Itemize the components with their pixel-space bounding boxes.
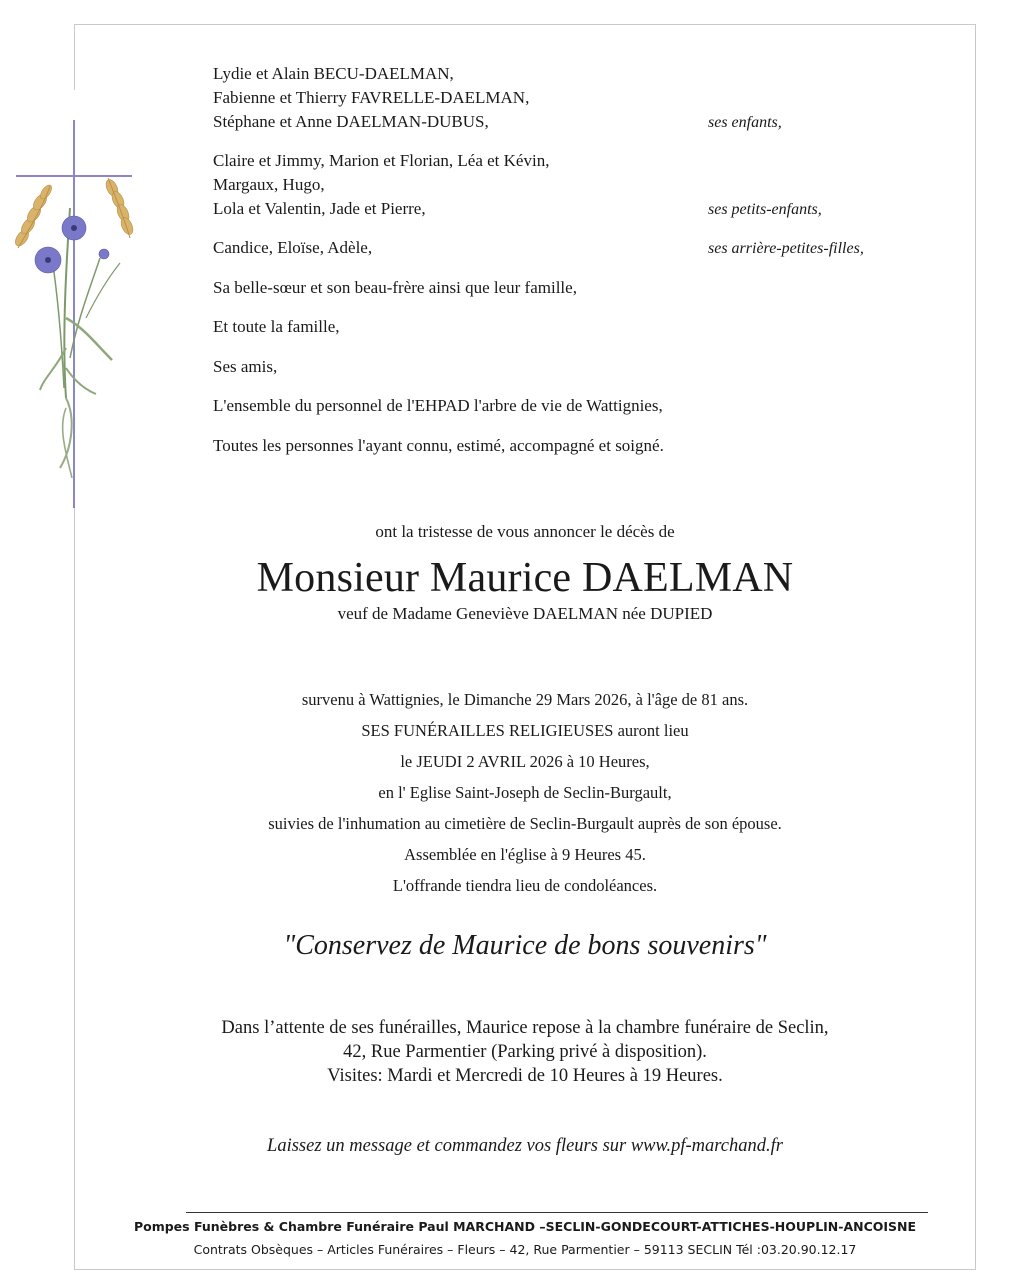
grandchildren-role: ses petits-enfants,: [708, 201, 822, 218]
family-line: Fabienne et Thierry FAVRELLE-DAELMAN,: [213, 88, 530, 107]
visitation-line: Dans l’attente de ses funérailles, Maurice repose à la chambre funéraire de Seclin,: [221, 1018, 829, 1038]
cornflower-wheat-bouquet-icon: [0, 168, 150, 498]
family-line: Ses amis,: [213, 357, 278, 376]
family-line: Sa belle-sœur et son beau-frère ainsi que leur famille,: [213, 278, 577, 297]
family-line: Toutes les personnes l'ayant connu, estimé, accompagné et soigné.: [213, 436, 664, 455]
detail-line: survenu à Wattignies, le Dimanche 29 Mars 2026, à l'âge de 81 ans.: [301, 690, 749, 709]
memorial-quote: "Conservez de Maurice de bons souvenirs": [283, 930, 767, 961]
family-line: Et toute la famille,: [213, 317, 340, 336]
cross-gap: [72, 90, 76, 120]
deceased-name: Monsieur Maurice DAELMAN: [256, 555, 794, 601]
visitation-line: Visites: Mardi et Mercredi de 10 Heures à 19 Heures.: [327, 1066, 723, 1086]
family-line: Stéphane et Anne DAELMAN-DUBUS,: [213, 112, 489, 131]
family-line: L'ensemble du personnel de l'EHPAD l'arbre de vie de Wattignies,: [213, 396, 663, 415]
family-line: Lydie et Alain BECU-DAELMAN,: [213, 64, 454, 83]
detail-line: SES FUNÉRAILLES RELIGIEUSES auront lieu: [361, 721, 689, 740]
detail-line: Assemblée en l'église à 9 Heures 45.: [404, 845, 646, 864]
online-message: Laissez un message et commandez vos fleurs sur www.pf-marchand.fr: [267, 1136, 783, 1156]
footer-divider: [186, 1212, 928, 1213]
great-grandchildren-role: ses arrière-petites-filles,: [708, 240, 864, 257]
family-line: Candice, Eloïse, Adèle,: [213, 238, 373, 257]
funeral-home-name: Pompes Funèbres & Chambre Funéraire Paul MARCHAND –SECLIN-GONDECOURT-ATTICHES-HOUPLIN-ANCOISNE: [133, 1219, 917, 1234]
detail-line: en l' Eglise Saint-Joseph de Seclin-Burgault,: [378, 783, 672, 802]
announcement-intro: ont la tristesse de vous annoncer le décès de: [375, 522, 675, 541]
funeral-home-contact: Contrats Obsèques – Articles Funéraires – Fleurs – 42, Rue Parmentier – 59113 SECLIN Tél :03.20.90.12.17: [193, 1242, 857, 1257]
children-role: ses enfants,: [708, 114, 782, 131]
detail-line: L'offrande tiendra lieu de condoléances.: [392, 876, 658, 895]
detail-line: suivies de l'inhumation au cimetière de Seclin-Burgault auprès de son épouse.: [268, 814, 782, 833]
family-line: Claire et Jimmy, Marion et Florian, Léa et Kévin,: [213, 151, 550, 170]
family-line: Lola et Valentin, Jade et Pierre,: [213, 199, 426, 218]
visitation-line: 42, Rue Parmentier (Parking privé à disposition).: [343, 1042, 707, 1062]
family-line: Margaux, Hugo,: [213, 175, 325, 194]
widow-of: veuf de Madame Geneviève DAELMAN née DUPIED: [337, 604, 713, 623]
detail-line: le JEUDI 2 AVRIL 2026 à 10 Heures,: [400, 752, 650, 771]
